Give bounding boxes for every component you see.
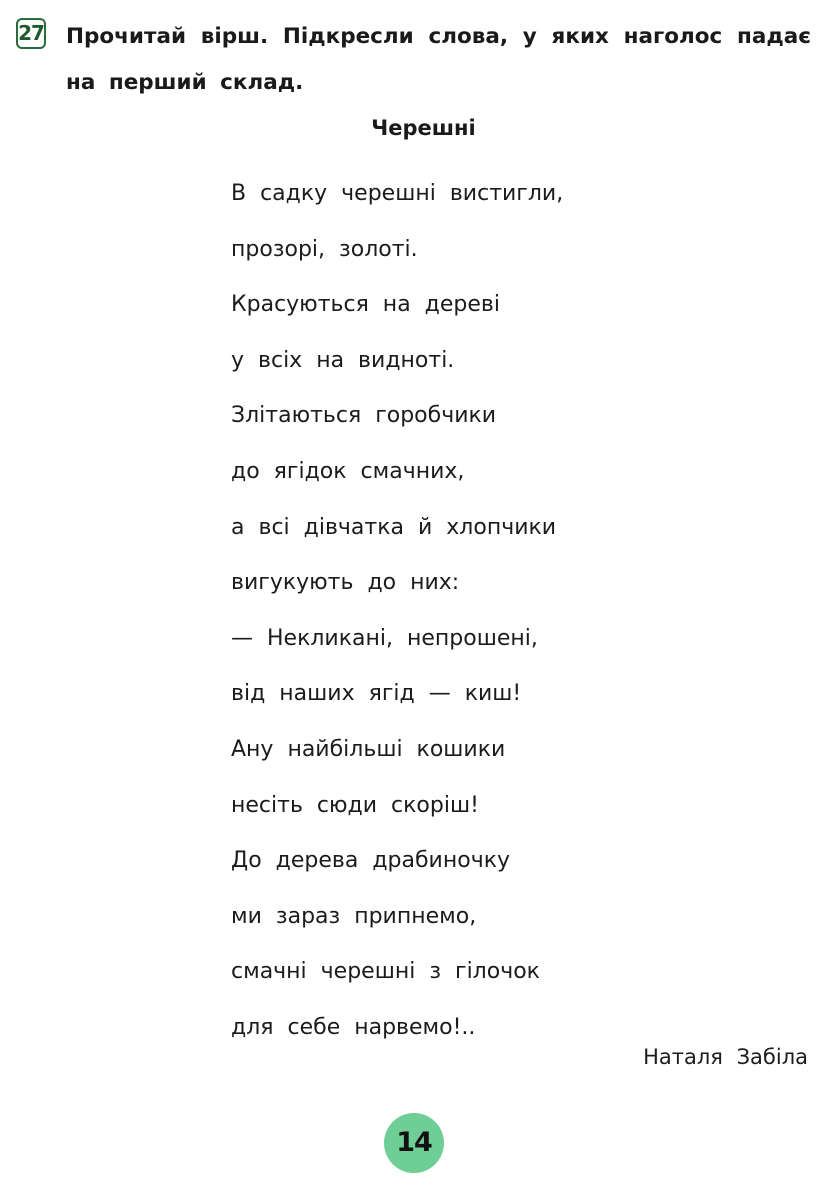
task-number-badge: 27 — [16, 18, 46, 49]
poem-line: до ягідок смачних, — [231, 458, 465, 484]
poem-line: До дерева драбиночку — [231, 848, 510, 874]
page-number-badge: 14 — [384, 1113, 444, 1173]
poem-line: у всіх на видноті. — [231, 347, 455, 373]
poem-line: несіть сюди скоріш! — [231, 792, 479, 818]
poem-author: Наталя Забіла — [643, 1045, 808, 1069]
poem-line: для себе нарвемо!.. — [231, 1014, 476, 1040]
poem-line: ми зараз припнемо, — [231, 903, 477, 929]
poem-line: Красуються на дереві — [231, 292, 500, 318]
task-instruction: Прочитай вірш. Підкресли слова, у яких наголос падає на перший склад. — [66, 24, 811, 95]
poem-line: вигукують до них: — [231, 570, 460, 596]
poem-line: Злітаються горобчики — [231, 403, 497, 429]
poem-line: В садку черешні вистигли, — [231, 181, 564, 206]
poem-line: смачні черешні з гілочок — [231, 959, 540, 985]
poem-line: а всі дівчатка й хлопчики — [231, 514, 557, 540]
poem-line: від наших ягід — киш! — [231, 681, 522, 707]
poem-line: прозорі, золоті. — [231, 236, 418, 262]
poem-title: Черешні — [371, 116, 476, 140]
poem-line: Ану найбільші кошики — [231, 736, 506, 762]
poem-body — [231, 166, 563, 1056]
poem-line: — Некликані, непрошені, — [231, 625, 538, 651]
